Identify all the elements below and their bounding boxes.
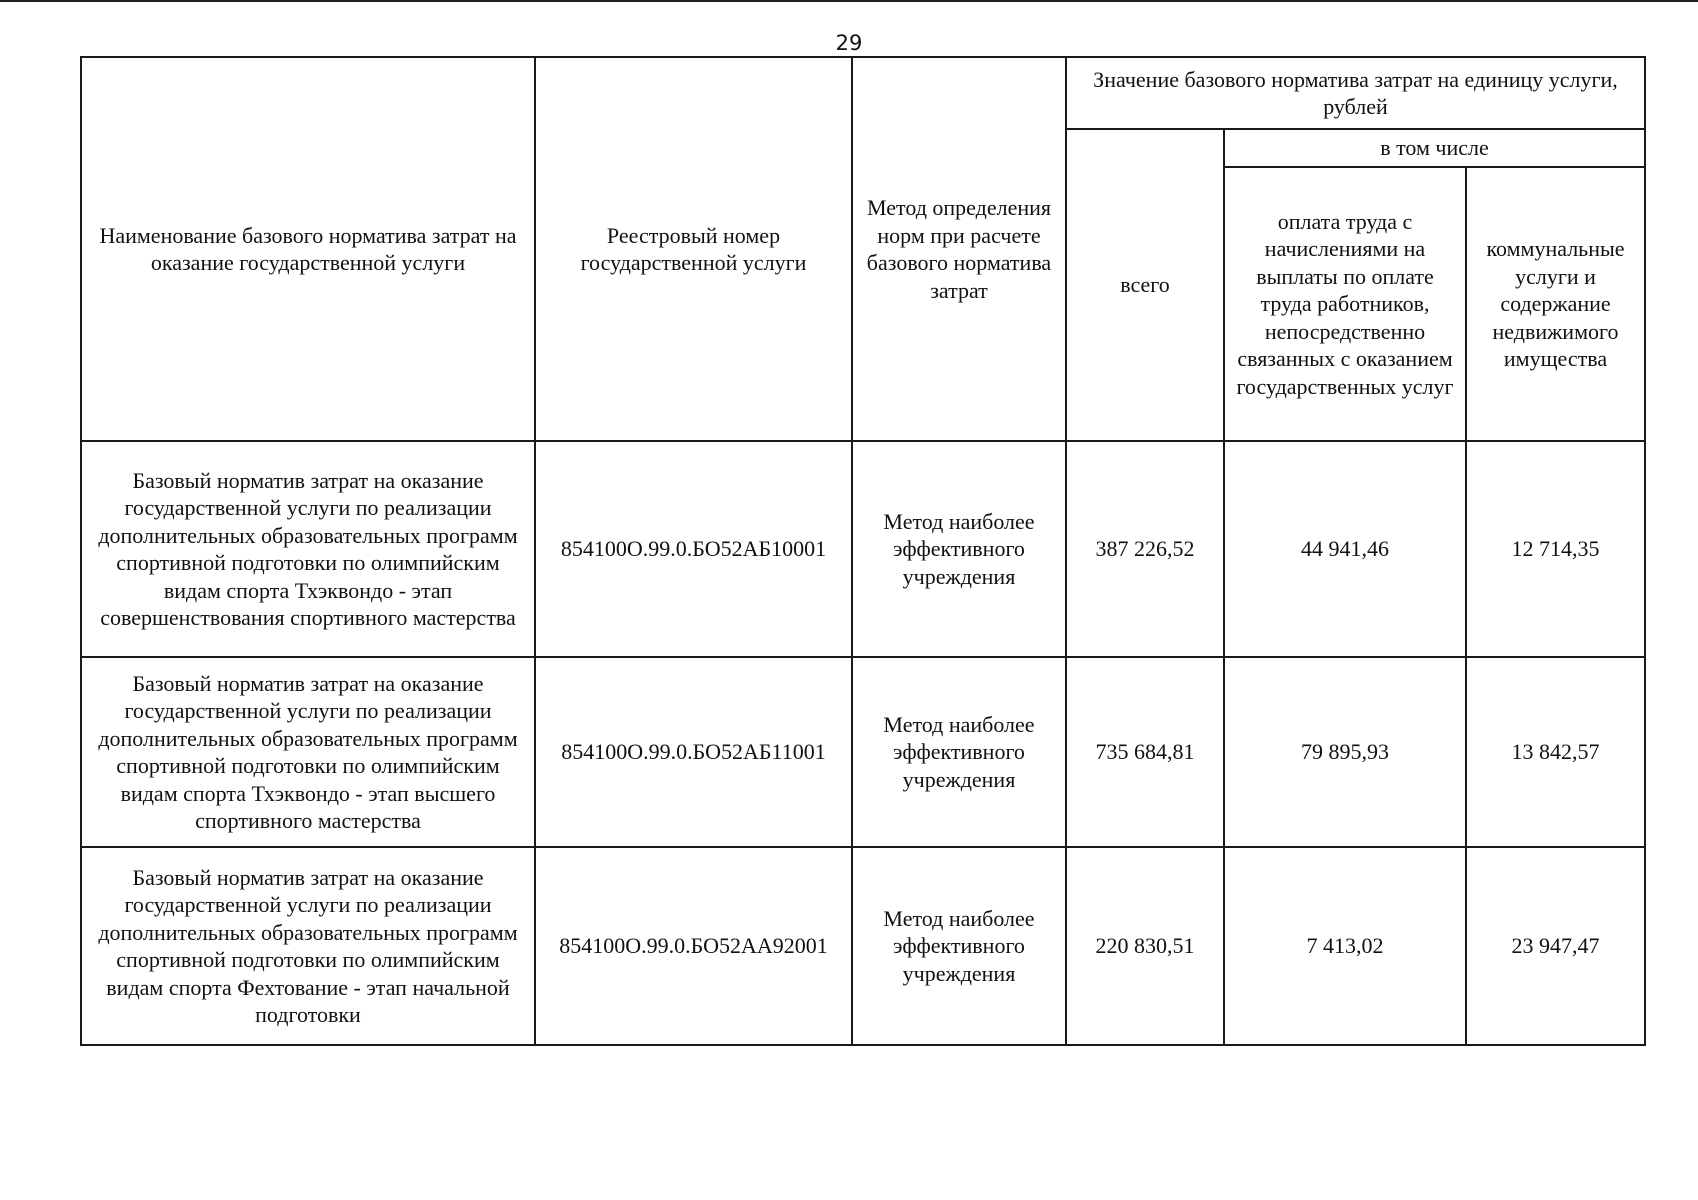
table-row	[81, 847, 1645, 1045]
cell-name: Базовый норматив затрат на оказание государственной услуги по реализации дополнительных образовательных программ спортивной подготовки по олимпийским видам спорта Тхэквондо - этап совершенствования спортивного мастерства	[81, 441, 535, 657]
header-name: Наименование базового норматива затрат на оказание государственной услуги	[81, 57, 535, 441]
header-total: всего	[1066, 129, 1224, 441]
cell-name: Базовый норматив затрат на оказание государственной услуги по реализации дополнительных образовательных программ спортивной подготовки по олимпийским видам спорта Тхэквондо - этап высшего спортивного мастерства	[81, 657, 535, 847]
cell-registry-number: 854100О.99.0.БО52АБ10001	[535, 441, 852, 657]
cell-registry-number: 854100О.99.0.БО52АА92001	[535, 847, 852, 1045]
cell-labor: 44 941,46	[1224, 441, 1466, 657]
header-value-group: Значение базового норматива затрат на единицу услуги, рублей	[1066, 57, 1645, 129]
cell-method: Метод наиболее эффективного учреждения	[852, 657, 1066, 847]
header-registry-number: Реестровый номер государственной услуги	[535, 57, 852, 441]
cell-labor: 7 413,02	[1224, 847, 1466, 1045]
cell-method: Метод наиболее эффективного учреждения	[852, 847, 1066, 1045]
cost-norms-table	[80, 56, 1646, 1046]
cell-labor: 79 895,93	[1224, 657, 1466, 847]
cell-registry-number: 854100О.99.0.БО52АБ11001	[535, 657, 852, 847]
cell-method: Метод наиболее эффективного учреждения	[852, 441, 1066, 657]
header-method: Метод определения норм при расчете базового норматива затрат	[852, 57, 1066, 441]
page-top-rule	[0, 0, 1698, 2]
cell-utilities: 12 714,35	[1466, 441, 1645, 657]
cell-utilities: 23 947,47	[1466, 847, 1645, 1045]
table-row	[81, 657, 1645, 847]
header-row-group	[81, 57, 1645, 129]
cell-utilities: 13 842,57	[1466, 657, 1645, 847]
cell-total: 387 226,52	[1066, 441, 1224, 657]
page-number: 29	[835, 31, 863, 55]
cell-total: 735 684,81	[1066, 657, 1224, 847]
header-including: в том числе	[1224, 129, 1645, 167]
header-labor: оплата труда с начислениями на выплаты по оплате труда работников, непосредственно связанных с оказанием государственных услуг	[1224, 167, 1466, 441]
header-utilities: коммунальные услуги и содержание недвижимого имущества	[1466, 167, 1645, 441]
cell-total: 220 830,51	[1066, 847, 1224, 1045]
table-row	[81, 441, 1645, 657]
cell-name: Базовый норматив затрат на оказание государственной услуги по реализации дополнительных образовательных программ спортивной подготовки по олимпийским видам спорта Фехтование - этап начальной подготовки	[81, 847, 535, 1045]
